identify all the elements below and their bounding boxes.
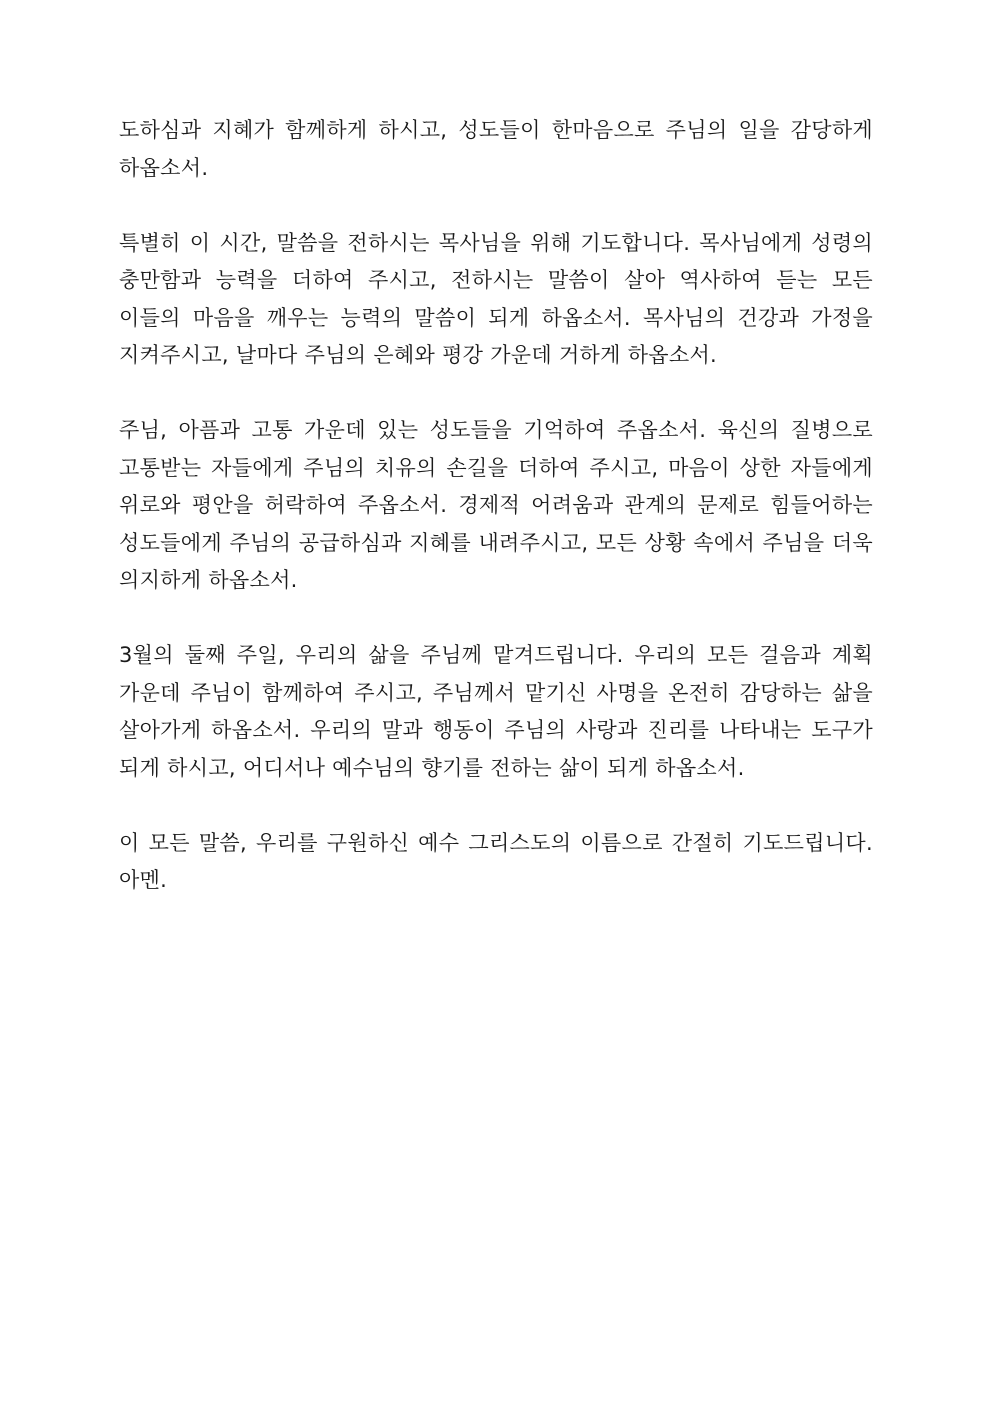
paragraph-pastor: 특별히 이 시간, 말씀을 전하시는 목사님을 위해 기도합니다. 목사님에게 성령의 충만함과 능력을 더하여 주시고, 전하시는 말씀이 살아 역사하여 듣는 모든 이들의 마음을 깨우는 능력의 말씀이 되게 하옵소서. 목사님의 건강과 가정을 지켜주시고, 날마다 주님의 은혜와 평강 가운데 거하게 하옵소서. — [119, 230, 873, 367]
paragraph-second-sunday: 3월의 둘째 주일, 우리의 삶을 주님께 맡겨드립니다. 우리의 모든 걸음과 계획 가운데 주님이 함께하여 주시고, 주님께서 맡기신 사명을 온전히 감당하는 삶을 살아가게 하옵소서. 우리의 말과 행동이 주님의 사랑과 진리를 나타내는 도구가 되게 하시고, 어디서나 예수님의 향기를 전하는 삶이 되게 하옵소서. — [119, 643, 873, 780]
prayer-text — [119, 112, 873, 900]
paragraph-continuation: 도하심과 지혜가 함께하게 하시고, 성도들이 한마음으로 주님의 일을 감당하게 하옵소서. — [119, 118, 873, 180]
paragraph-closing: 이 모든 말씀, 우리를 구원하신 예수 그리스도의 이름으로 간절히 기도드립니다. 아멘. — [119, 830, 873, 892]
paragraph-suffering: 주님, 아픔과 고통 가운데 있는 성도들을 기억하여 주옵소서. 육신의 질병으로 고통받는 자들에게 주님의 치유의 손길을 더하여 주시고, 마음이 상한 자들에게 위로와 평안을 허락하여 주옵소서. 경제적 어려움과 관계의 문제로 힘들어하는 성도들에게 주님의 공급하심과 지혜를 내려주시고, 모든 상황 속에서 주님을 더욱 의지하게 하옵소서. — [119, 418, 873, 592]
